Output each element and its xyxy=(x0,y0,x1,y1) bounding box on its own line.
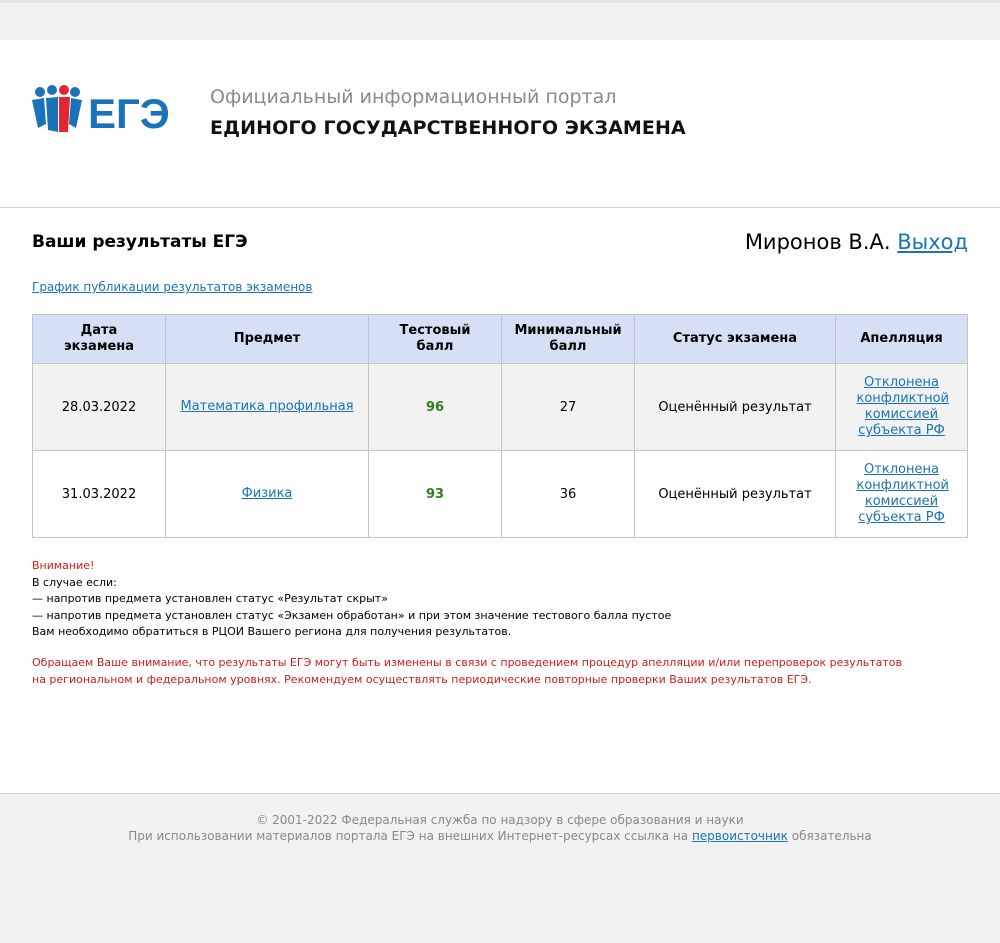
warning-line: Обращаем Ваше внимание, что результаты ЕГЭ могут быть изменены в связи с проведением процедур апелляции и/или перепроверок результатов xyxy=(32,656,903,669)
subject-link[interactable]: Математика профильная xyxy=(180,399,354,414)
col-header-score: Тестовый балл xyxy=(369,315,502,364)
usage-note: При использовании материалов портала ЕГЭ на внешних Интернет-ресурсах ссылка на первоисточник обязательна xyxy=(128,829,872,843)
notice-line: Вам необходимо обратиться в РЦОИ Вашего региона для получения результатов. xyxy=(32,625,512,638)
subject-link[interactable]: Физика xyxy=(241,486,293,501)
subject-cell xyxy=(166,364,369,451)
notice-line: — напротив предмета установлен статус «Результат скрыт» xyxy=(32,592,388,605)
appeal-link[interactable]: Отклонена конфликтной комиссией субъекта РФ xyxy=(856,462,950,525)
notice-line: В случае если: xyxy=(32,575,117,589)
subject-cell xyxy=(166,451,369,538)
table-row xyxy=(33,364,968,451)
logo-text: ЕГЭ xyxy=(88,90,170,136)
main-content xyxy=(0,208,1000,793)
table-header-row xyxy=(33,315,968,364)
user-name: Миронов В.А. xyxy=(744,230,891,254)
notice-block xyxy=(32,558,671,641)
user-box xyxy=(745,230,968,254)
site-footer xyxy=(0,793,1000,943)
schedule-link[interactable]: График публикации результатов экзаменов xyxy=(32,280,313,294)
top-band xyxy=(0,0,1000,40)
test-score: 96 xyxy=(369,364,502,451)
min-score: 36 xyxy=(502,451,635,538)
site-header xyxy=(0,40,1000,208)
page-title: Ваши результаты ЕГЭ xyxy=(32,232,248,252)
col-header-date: Дата экзамена xyxy=(33,315,166,364)
col-header-appeal: Апелляция xyxy=(836,315,968,364)
col-header-status: Статус экзамена xyxy=(635,315,836,364)
results-table xyxy=(32,314,968,538)
portal-subtitle: Официальный информационный портал xyxy=(210,86,617,108)
exam-date: 31.03.2022 xyxy=(33,451,166,538)
exam-status: Оценённый результат xyxy=(635,364,836,451)
exam-status: Оценённый результат xyxy=(635,451,836,538)
warning-line: на региональном и федеральном уровнях. Рекомендуем осуществлять периодические повторные проверки Ваших результатов ЕГЭ. xyxy=(32,672,812,686)
col-header-min-score: Минимальный балл xyxy=(502,315,635,364)
notice-line: — напротив предмета установлен статус «Экзамен обработан» и при этом значение тестового балла пустое xyxy=(32,608,672,622)
portal-title: ЕДИНОГО ГОСУДАРСТВЕННОГО ЭКЗАМЕНА xyxy=(210,117,686,139)
table-row xyxy=(33,451,968,538)
min-score: 27 xyxy=(502,364,635,451)
exam-date: 28.03.2022 xyxy=(33,364,166,451)
test-score: 93 xyxy=(369,451,502,538)
source-link[interactable]: первоисточник xyxy=(691,829,788,843)
warning-block xyxy=(32,655,902,688)
copyright: © 2001-2022 Федеральная служба по надзору в сфере образования и науки xyxy=(256,813,744,827)
ege-logo[interactable] xyxy=(30,84,175,136)
attention-label: Внимание! xyxy=(32,559,95,572)
logout-link[interactable]: Выход xyxy=(897,230,968,254)
appeal-cell xyxy=(836,451,968,538)
col-header-subject: Предмет xyxy=(166,315,369,364)
appeal-cell xyxy=(836,364,968,451)
appeal-link[interactable]: Отклонена конфликтной комиссией субъекта РФ xyxy=(856,375,950,438)
